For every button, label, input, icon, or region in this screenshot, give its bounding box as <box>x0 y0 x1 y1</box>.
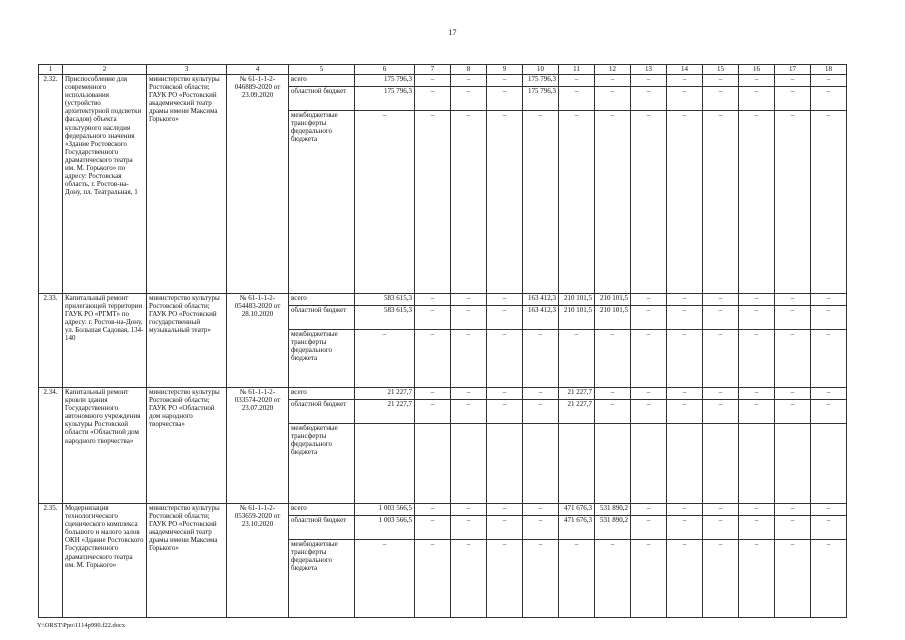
amount-cell: – <box>667 388 703 400</box>
amount-cell: – <box>739 306 775 330</box>
amount-cell: – <box>559 111 595 294</box>
amount-cell <box>523 424 559 504</box>
amount-cell: – <box>487 111 523 294</box>
amount-cell: 21 227,7 <box>559 388 595 400</box>
amount-cell: – <box>415 400 451 424</box>
measure-name: Приспособление для современного использования (устройство архитектурной подсветки фасадов) объекта культурного наследия федерального значения «Здание Ростовского Государственного драматического театра им. М. Горького» по адресу: Ростовская область, г. Ростов-на-Дону, пл. Театральная, 1 <box>63 75 147 294</box>
amount-cell: – <box>415 294 451 306</box>
amount-cell: – <box>595 540 631 618</box>
amount-cell: – <box>355 330 415 388</box>
column-number: 16 <box>739 65 775 75</box>
amount-cell: – <box>739 87 775 111</box>
amount-cell: – <box>775 87 811 111</box>
table-row <box>39 294 847 306</box>
funding-source: областной бюджет <box>289 306 355 330</box>
amount-cell: – <box>415 330 451 388</box>
column-number: 8 <box>451 65 487 75</box>
amount-cell: – <box>775 330 811 388</box>
row-number: 2.35. <box>39 504 63 618</box>
amount-cell: – <box>451 75 487 87</box>
amount-cell: 210 101,5 <box>595 294 631 306</box>
amount-cell: – <box>703 400 739 424</box>
amount-cell: – <box>775 504 811 516</box>
amount-cell: – <box>703 540 739 618</box>
column-number: 15 <box>703 65 739 75</box>
amount-cell: – <box>703 111 739 294</box>
amount-cell: – <box>415 87 451 111</box>
amount-cell: – <box>811 388 847 400</box>
amount-cell: – <box>559 87 595 111</box>
amount-cell: 471 676,3 <box>559 516 595 540</box>
column-number: 5 <box>289 65 355 75</box>
amount-cell: 21 227,7 <box>355 400 415 424</box>
amount-cell <box>775 424 811 504</box>
amount-cell: – <box>523 540 559 618</box>
amount-cell: – <box>811 75 847 87</box>
amount-cell: 531 890,2 <box>595 516 631 540</box>
amount-cell: 163 412,3 <box>523 306 559 330</box>
amount-cell: – <box>451 111 487 294</box>
amount-cell: – <box>559 75 595 87</box>
row-number: 2.33. <box>39 294 63 388</box>
amount-cell: 1 003 566,5 <box>355 504 415 516</box>
column-number: 3 <box>147 65 227 75</box>
amount-cell: – <box>811 504 847 516</box>
amount-cell: 21 227,7 <box>355 388 415 400</box>
funding-source: всего <box>289 388 355 400</box>
column-number: 11 <box>559 65 595 75</box>
amount-cell: – <box>739 516 775 540</box>
amount-cell: – <box>739 504 775 516</box>
amount-cell: – <box>559 330 595 388</box>
amount-cell: 163 412,3 <box>523 294 559 306</box>
amount-cell: – <box>487 516 523 540</box>
amount-cell: – <box>415 388 451 400</box>
amount-cell: – <box>415 306 451 330</box>
amount-cell: – <box>703 75 739 87</box>
executor-name: министерство культуры Ростовской области; ГАУК РО «Областной дом народного творчества» <box>147 388 227 504</box>
amount-cell: 1 003 566,5 <box>355 516 415 540</box>
amount-cell: – <box>667 330 703 388</box>
amount-cell: – <box>667 504 703 516</box>
amount-cell: – <box>451 330 487 388</box>
amount-cell: – <box>811 516 847 540</box>
column-number: 4 <box>227 65 289 75</box>
amount-cell <box>355 424 415 504</box>
amount-cell: – <box>631 111 667 294</box>
row-number: 2.32. <box>39 75 63 294</box>
amount-cell: – <box>703 330 739 388</box>
amount-cell: – <box>487 504 523 516</box>
amount-cell: – <box>739 540 775 618</box>
amount-cell <box>595 424 631 504</box>
amount-cell: – <box>451 306 487 330</box>
measure-name: Капитальный ремонт кровли здания Государственного автономного учреждения культуры Ростовской области «Областной дом народного творчества» <box>63 388 147 504</box>
amount-cell: – <box>811 294 847 306</box>
amount-cell: – <box>739 111 775 294</box>
amount-cell <box>631 424 667 504</box>
amount-cell: – <box>451 540 487 618</box>
amount-cell: – <box>631 87 667 111</box>
table-row <box>39 504 847 516</box>
amount-cell: – <box>415 111 451 294</box>
amount-cell: – <box>595 388 631 400</box>
amount-cell: – <box>631 330 667 388</box>
amount-cell: – <box>775 75 811 87</box>
amount-cell: – <box>523 504 559 516</box>
amount-cell: – <box>775 516 811 540</box>
funding-source: межбюджетные трансферты федерального бюджета <box>289 111 355 294</box>
contract-number: № 61-1-1-2-046889-2020 от 23.09.2020 <box>227 75 289 294</box>
amount-cell: – <box>451 388 487 400</box>
amount-cell: – <box>487 75 523 87</box>
amount-cell <box>487 424 523 504</box>
amount-cell: – <box>487 294 523 306</box>
amount-cell: – <box>811 400 847 424</box>
amount-cell: – <box>523 330 559 388</box>
funding-source: всего <box>289 504 355 516</box>
amount-cell: – <box>523 516 559 540</box>
amount-cell: 471 676,3 <box>559 504 595 516</box>
amount-cell: – <box>811 87 847 111</box>
amount-cell: – <box>451 504 487 516</box>
amount-cell: 21 227,7 <box>559 400 595 424</box>
amount-cell: – <box>667 306 703 330</box>
contract-number: № 61-1-1-2-033574-2020 от 23.07.2020 <box>227 388 289 504</box>
funding-source: областной бюджет <box>289 516 355 540</box>
amount-cell: – <box>667 540 703 618</box>
column-number: 2 <box>63 65 147 75</box>
amount-cell: – <box>775 294 811 306</box>
amount-cell: – <box>703 504 739 516</box>
amount-cell: – <box>631 400 667 424</box>
page-number: 17 <box>448 28 457 37</box>
amount-cell: 210 101,5 <box>559 294 595 306</box>
amount-cell: – <box>667 294 703 306</box>
amount-cell: – <box>775 388 811 400</box>
amount-cell: – <box>559 540 595 618</box>
amount-cell: – <box>739 75 775 87</box>
column-number: 18 <box>811 65 847 75</box>
funding-source: межбюджетные трансферты федерального бюджета <box>289 424 355 504</box>
amount-cell <box>559 424 595 504</box>
amount-cell: – <box>355 540 415 618</box>
amount-cell: – <box>703 87 739 111</box>
amount-cell: 175 796,3 <box>355 87 415 111</box>
amount-cell: – <box>667 75 703 87</box>
amount-cell: – <box>595 111 631 294</box>
amount-cell: – <box>631 504 667 516</box>
amount-cell: – <box>811 330 847 388</box>
measure-name: Капитальный ремонт прилегающей территории ГАУК РО «РГМТ» по адресу: г. Ростов-на-Дону, ул. Большая Садовая, 134-140 <box>63 294 147 388</box>
executor-name: министерство культуры Ростовской области; ГАУК РО «Ростовский государственный музыкальный театр» <box>147 294 227 388</box>
amount-cell <box>739 424 775 504</box>
amount-cell: – <box>415 504 451 516</box>
amount-cell <box>415 424 451 504</box>
program-table <box>38 64 847 618</box>
amount-cell: – <box>451 87 487 111</box>
amount-cell: – <box>775 400 811 424</box>
amount-cell: – <box>487 306 523 330</box>
amount-cell: – <box>739 388 775 400</box>
amount-cell: – <box>703 306 739 330</box>
amount-cell: – <box>415 516 451 540</box>
executor-name: министерство культуры Ростовской области; ГАУК РО «Ростовский академический театр драмы имени Максима Горького» <box>147 75 227 294</box>
amount-cell: – <box>703 294 739 306</box>
amount-cell: – <box>523 111 559 294</box>
amount-cell: – <box>523 388 559 400</box>
amount-cell <box>667 424 703 504</box>
amount-cell <box>703 424 739 504</box>
amount-cell <box>811 424 847 504</box>
executor-name: министерство культуры Ростовской области; ГАУК РО «Ростовский академический театр драмы имени Максима Горького» <box>147 504 227 618</box>
amount-cell: 583 615,3 <box>355 294 415 306</box>
amount-cell: 175 796,3 <box>355 75 415 87</box>
amount-cell <box>451 424 487 504</box>
amount-cell: – <box>487 330 523 388</box>
table-row <box>39 388 847 400</box>
amount-cell: – <box>775 306 811 330</box>
amount-cell: – <box>631 294 667 306</box>
amount-cell: – <box>487 87 523 111</box>
amount-cell: – <box>703 388 739 400</box>
amount-cell: 583 615,3 <box>355 306 415 330</box>
amount-cell: – <box>631 540 667 618</box>
contract-number: № 61-1-1-2-053659-2020 от 23.10.2020 <box>227 504 289 618</box>
amount-cell: – <box>355 111 415 294</box>
amount-cell: – <box>487 400 523 424</box>
amount-cell: 210 101,5 <box>559 306 595 330</box>
column-number-row <box>39 65 847 75</box>
funding-source: межбюджетные трансферты федерального бюджета <box>289 330 355 388</box>
amount-cell: 175 796,3 <box>523 87 559 111</box>
column-number: 17 <box>775 65 811 75</box>
amount-cell: – <box>487 388 523 400</box>
funding-source: межбюджетные трансферты федерального бюджета <box>289 540 355 618</box>
contract-number: № 61-1-1-2-054483-2020 от 28.10.2020 <box>227 294 289 388</box>
amount-cell: – <box>595 87 631 111</box>
table-row <box>39 75 847 87</box>
funding-source: всего <box>289 294 355 306</box>
amount-cell: – <box>667 87 703 111</box>
funding-source: областной бюджет <box>289 400 355 424</box>
amount-cell: – <box>775 111 811 294</box>
amount-cell: – <box>415 540 451 618</box>
amount-cell: – <box>415 75 451 87</box>
column-number: 14 <box>667 65 703 75</box>
column-number: 6 <box>355 65 415 75</box>
amount-cell: – <box>451 516 487 540</box>
amount-cell: – <box>775 540 811 618</box>
amount-cell: – <box>631 75 667 87</box>
amount-cell: 531 890,2 <box>595 504 631 516</box>
amount-cell: – <box>523 400 559 424</box>
file-path-footer: Y:\ORST\Ppo\1114p990.f22.docx <box>37 622 126 629</box>
amount-cell: – <box>811 111 847 294</box>
amount-cell: – <box>811 306 847 330</box>
amount-cell: – <box>631 388 667 400</box>
column-number: 9 <box>487 65 523 75</box>
amount-cell: – <box>811 540 847 618</box>
amount-cell: – <box>739 294 775 306</box>
funding-source: областной бюджет <box>289 87 355 111</box>
amount-cell: – <box>631 516 667 540</box>
amount-cell: – <box>667 111 703 294</box>
amount-cell: – <box>739 400 775 424</box>
amount-cell: – <box>595 400 631 424</box>
amount-cell: – <box>451 294 487 306</box>
amount-cell: – <box>595 75 631 87</box>
amount-cell: – <box>631 306 667 330</box>
amount-cell: – <box>703 516 739 540</box>
row-number: 2.34. <box>39 388 63 504</box>
funding-source: всего <box>289 75 355 87</box>
column-number: 12 <box>595 65 631 75</box>
column-number: 10 <box>523 65 559 75</box>
column-number: 13 <box>631 65 667 75</box>
amount-cell: – <box>667 516 703 540</box>
measure-name: Модернизация технологического сценического комплекса большого и малого залов ОКН «Здание Ростовского Государственного драматического театра им. М. Горького» <box>63 504 147 618</box>
amount-cell: – <box>595 330 631 388</box>
amount-cell: – <box>667 400 703 424</box>
amount-cell: – <box>451 400 487 424</box>
amount-cell: 175 796,3 <box>523 75 559 87</box>
amount-cell: – <box>739 330 775 388</box>
amount-cell: 210 101,5 <box>595 306 631 330</box>
amount-cell: – <box>487 540 523 618</box>
column-number: 7 <box>415 65 451 75</box>
column-number: 1 <box>39 65 63 75</box>
